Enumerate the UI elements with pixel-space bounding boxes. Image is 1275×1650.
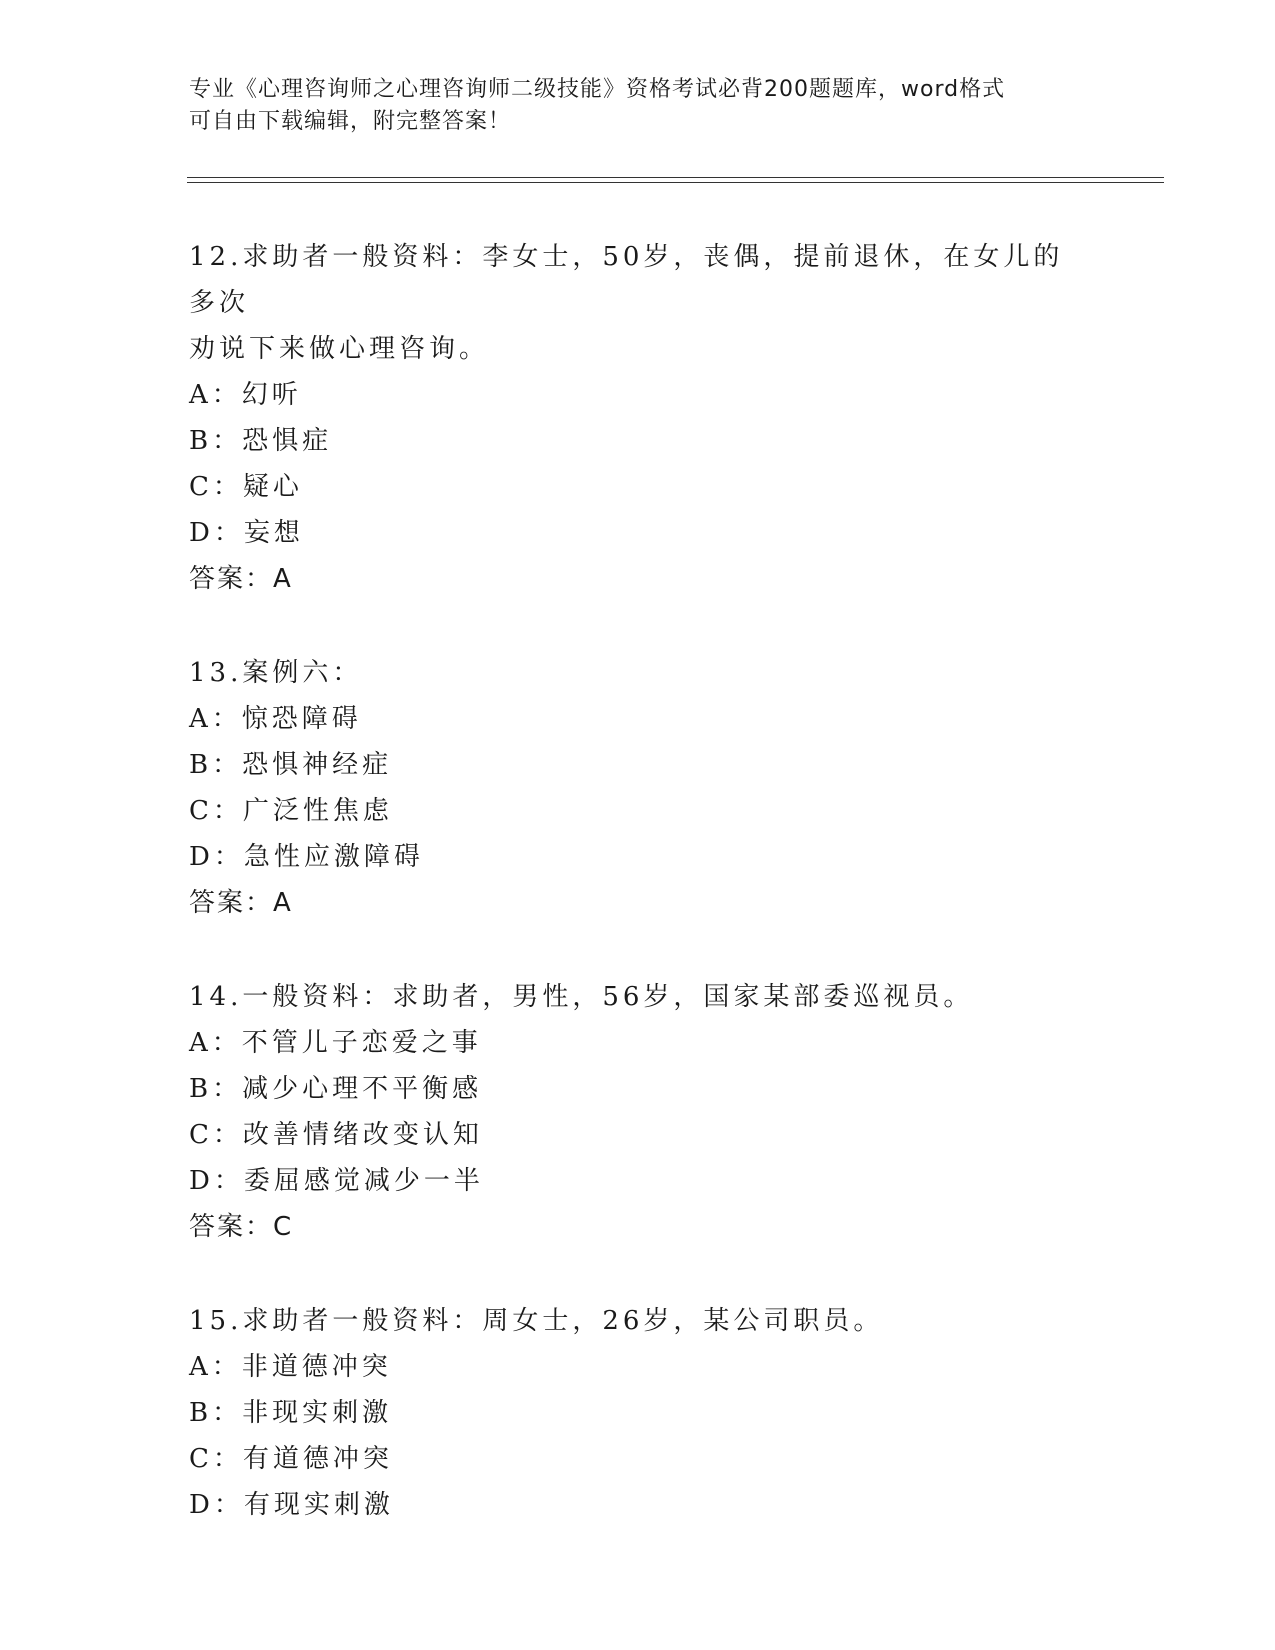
question-list [189,234,1089,1576]
option-d: D：委屈感觉减少一半 [189,1166,484,1196]
option-b: B：非现实刺激 [189,1398,393,1428]
document-header [189,74,1089,138]
question-stem [189,1298,1089,1344]
question-stem [189,974,1089,1020]
option-c: C：疑心 [189,472,303,502]
answer-line: 答案：A [189,888,293,918]
option-b: B：恐惧神经症 [189,750,393,780]
question-15 [189,1298,1089,1528]
answer-line: 答案：C [189,1212,294,1242]
option-c: C：改善情绪改变认知 [189,1120,483,1150]
question-stem-line: 12.求助者一般资料：李女士，50岁，丧偶，提前退休，在女儿的多次 [189,242,1064,318]
header-divider [187,177,1164,183]
question-stem [189,234,1089,372]
header-line-1: 专业《心理咨询师之心理咨询师二级技能》资格考试必背200题题库，word格式 [189,77,1006,102]
option-c: C：广泛性焦虑 [189,796,393,826]
option-d: D：妄想 [189,518,304,548]
question-12 [189,234,1089,602]
question-stem-line: 13.案例六： [189,658,363,688]
question-13 [189,650,1089,926]
question-stem-line: 劝说下来做心理咨询。 [189,334,490,364]
question-stem-line: 15.求助者一般资料：周女士，26岁，某公司职员。 [189,1306,884,1336]
option-a: A：幻听 [189,380,302,410]
question-stem-line: 14.一般资料：求助者，男性，56岁，国家某部委巡视员。 [189,982,974,1012]
option-b: B：减少心理不平衡感 [189,1074,483,1104]
option-a: A：不管儿子恋爱之事 [189,1028,482,1058]
option-d: D：有现实刺激 [189,1490,394,1520]
option-a: A：非道德冲突 [189,1352,392,1382]
option-b: B：恐惧症 [189,426,333,456]
option-c: C：有道德冲突 [189,1444,393,1474]
header-line-2: 可自由下载编辑，附完整答案！ [189,109,512,134]
question-14 [189,974,1089,1250]
question-stem [189,650,1089,696]
answer-line: 答案：A [189,564,293,594]
option-a: A：惊恐障碍 [189,704,362,734]
option-d: D：急性应激障碍 [189,842,424,872]
